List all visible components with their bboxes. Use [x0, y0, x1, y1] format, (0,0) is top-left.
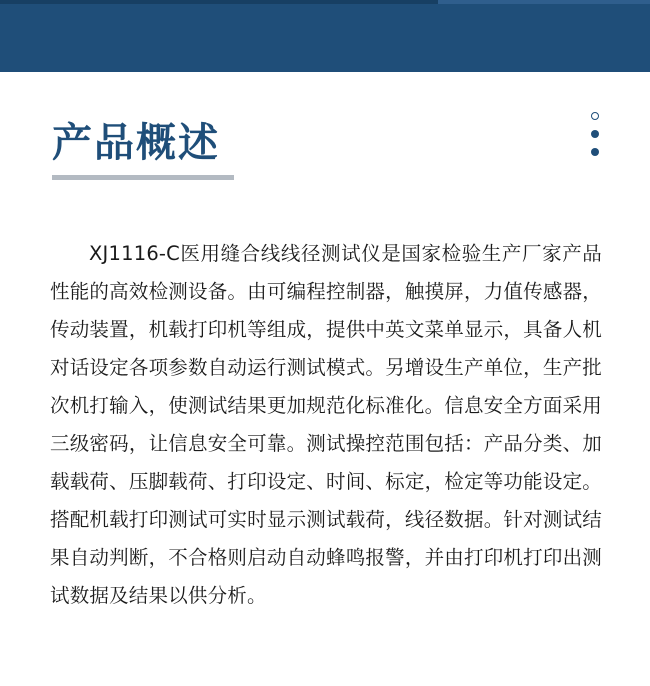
- page-title: 产品概述: [52, 121, 220, 165]
- page-title-underline: [52, 175, 234, 180]
- dot-icon[interactable]: [591, 148, 599, 156]
- dot-icon[interactable]: [591, 130, 599, 138]
- dot-menu[interactable]: [588, 112, 602, 156]
- top-banner: [0, 0, 650, 72]
- top-banner-accent-strip: [438, 0, 650, 4]
- product-overview-paragraph: XJ1116-C医用缝合线线径测试仪是国家检验生产厂家产品性能的高效检测设备。由可编程控制器，触摸屏，力值传感器，传动装置，机载打印机等组成，提供中英文菜单显示，具备人机对话设定各项参数自动运行测试模式。另增设生产单位，生产批次机打输入，使测试结果更加规范化标准化。信息安全方面采用三级密码，让信息安全可靠。测试操控范围包括：产品分类、加载载荷、压脚载荷、打印设定、时间、标定，检定等功能设定。搭配机载打印测试可实时显示测试载荷，线径数据。针对测试结果自动判断，不合格则启动自动蜂鸣报警，并由打印机打印出测试数据及结果以供分析。: [50, 241, 602, 607]
- circle-outline-icon[interactable]: [591, 112, 599, 120]
- page-title-wrap: [52, 120, 220, 166]
